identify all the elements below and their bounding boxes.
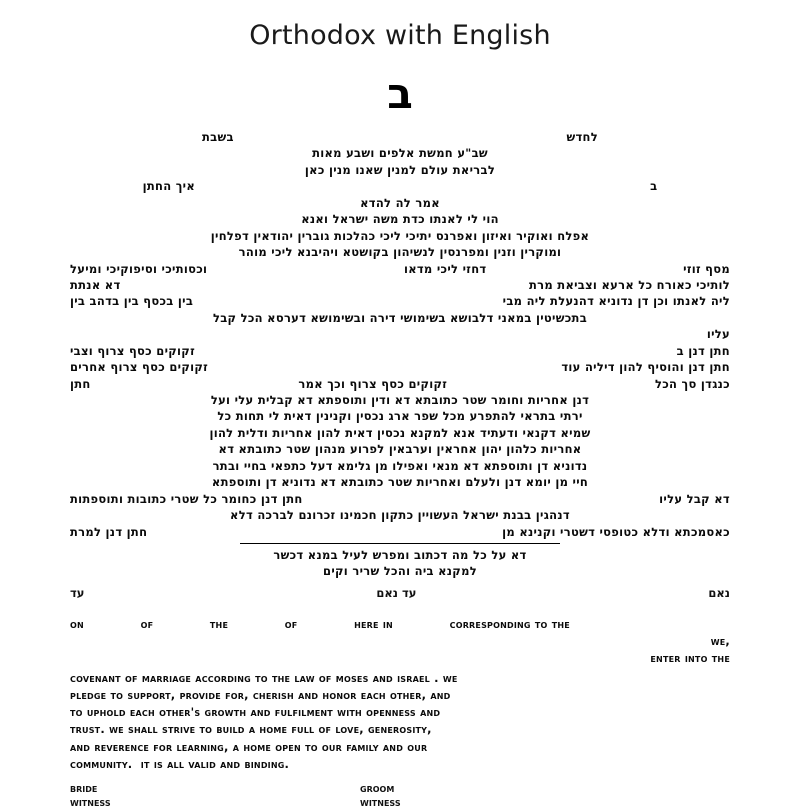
english-blank-row-2 [70, 633, 730, 650]
english-paragraph-line-4: trust. we shall strive to build a home full of love, generosity, [70, 722, 432, 737]
hebrew-line-11 [70, 293, 730, 309]
english-blank-row-3 [70, 650, 730, 667]
hebrew-label-beshabbat: בשבת [202, 130, 234, 144]
hebrew-line-5: אמר לה להדא [360, 195, 440, 210]
hebrew-line-18: ירתי בתראי להתפרע מכל שפר ארג נכסין וקנינין דאית לי תחות כל [217, 409, 583, 424]
hebrew-line-15 [70, 359, 730, 375]
hebrew-line-25: דנהגין בבנת ישראל העשויין כתקון חכמינו זכרונם לברכה דלא [230, 508, 570, 523]
hebrew-line-19: שמיא דקנאי ודעתיד אנא למקנא נכסין דאית להון אחריות ודלית להון [209, 425, 591, 440]
hebrew-line-9 [70, 261, 730, 277]
hebrew-line-27-left: חתן דנן למרת [70, 524, 148, 539]
hebrew-line-16-right: כנגדן סך הכל [654, 376, 730, 391]
hebrew-line-24-left: חתן דנן כחומר כל שטרי כתובות ותוספתות [70, 491, 303, 506]
hebrew-line-4-right: ב [650, 179, 658, 194]
hebrew-initial-letter: ב [387, 69, 413, 118]
hebrew-line-26-right: כאסמכתא ודלא כטופסי דשטרי וקנינא מן [502, 524, 730, 539]
hebrew-line-10-left: דא אנתת [70, 277, 121, 292]
hebrew-line-10-right: לותיכי כאורח כל ארעא וצביאת מרת [528, 277, 730, 292]
hebrew-witness-signature-row [70, 586, 730, 600]
english-blank-of-2: of [284, 616, 298, 631]
signature-divider [240, 543, 560, 544]
hebrew-line-26 [70, 524, 730, 540]
english-paragraph-line-2: pledge to support, provide for, cherish and honor each other, and [70, 687, 451, 702]
english-enter-into-the: enter into the [650, 651, 730, 666]
hebrew-line-10 [70, 277, 730, 293]
english-blank-of-1: of [140, 616, 154, 631]
hebrew-text-body [70, 129, 730, 580]
hebrew-line-16 [70, 376, 730, 392]
hebrew-line-17: דנן אחריות וחומר שטר כתובתא דא ודין ותוספתא דא קבלית עלי ועל [210, 393, 590, 407]
hebrew-line-3: לבריאת עולם למנין שאנו מנין כאן [304, 162, 496, 177]
english-covenant-paragraph [70, 670, 730, 774]
signature-row-bride-groom [70, 781, 730, 795]
hebrew-line-22: חיי מן יומא דנן ולעלם ואחריות שטר כתובתא דא נדוניא דן ותוספתא [211, 475, 589, 490]
hebrew-line-21: נדוניא דן ותוספתא דא מנאי ואפילו מן גלימא דעל כתפאי בחיי ובתר [212, 458, 588, 473]
page-title: Orthodox with English [249, 20, 551, 51]
english-blank-the: the [209, 616, 229, 631]
english-text-body [70, 616, 730, 773]
english-paragraph-line-3: to uphold each other's growth and fulfilment with openness and [70, 705, 441, 720]
english-blank-herein: here in [354, 616, 393, 631]
hebrew-signature-left: עד [70, 585, 85, 600]
hebrew-signature-mid: עד נאם [376, 585, 417, 600]
hebrew-line-4 [143, 178, 658, 194]
hebrew-line-13 [70, 326, 730, 342]
english-paragraph-line-6: community. it is all valid and binding. [70, 756, 290, 771]
signature-row-witnesses [70, 795, 730, 809]
label-witness-left: witness [70, 795, 111, 809]
hebrew-line-16-mid: זקוקים כסף צרוף וכך אמר [298, 376, 448, 391]
hebrew-signature-right: נאם [708, 585, 730, 600]
english-paragraph-line-5: and reverence for learning, a home open to our family and our [70, 739, 428, 754]
hebrew-line-20: אחריות כלהון יהון אחראין וערבאין לפרוע מנהון שטר כתובתא דא [218, 442, 582, 457]
hebrew-line-9-mid: דחזי ליכי מדאו [403, 261, 487, 276]
english-signature-labels [70, 781, 730, 809]
english-paragraph-line-1: covenant of marriage according to the law of moses and israel . we [70, 670, 458, 685]
hebrew-line-9-right: מסף זוזי [683, 261, 730, 276]
hebrew-line-23-right: דא קבל עליו [659, 491, 730, 506]
label-groom: groom [360, 781, 395, 796]
hebrew-line-12: בתכשיטין במאני דלבושא בשימושי דירה ובשימושא דערסא הכל קבל [212, 310, 588, 325]
hebrew-line-2: שב"ע חמשת אלפים ושבע מאות [312, 146, 488, 161]
hebrew-line-16-left: חתן [70, 376, 91, 391]
hebrew-line-23 [70, 491, 730, 507]
hebrew-line-6: הוי לי לאנתו כדת משה ישראל ואנא [301, 212, 499, 227]
hebrew-line-29: למקנא ביה והכל שריר וקים [323, 564, 477, 579]
hebrew-line-14-right: חתן דנן ב [676, 343, 730, 358]
hebrew-label-lachodesh: לחדש [566, 130, 598, 144]
hebrew-line-15-left: זקוקים כסף צרוף אחרים [70, 360, 209, 375]
hebrew-line-date [202, 129, 598, 145]
english-blank-row-1 [70, 616, 730, 633]
label-witness-right: witness [360, 795, 401, 809]
hebrew-line-11-mid: בין בכסף בין בדהב בין [70, 294, 194, 309]
label-bride: bride [70, 781, 98, 796]
english-blank-on: on [70, 616, 84, 631]
english-corresponding-to-the: corresponding to the [449, 616, 570, 631]
hebrew-line-15-right: חתן דנן והוסיף להון דיליה עוד [561, 360, 730, 375]
hebrew-line-9-left: וכסותיכי וסיפוקיכי ומיעל [70, 261, 208, 276]
english-we: we, [710, 634, 730, 649]
hebrew-line-11-right: ליה לאנתו וכן דן נדוניא דהנעלת ליה מבי [502, 294, 730, 309]
hebrew-line-13-right: עליו [706, 327, 730, 342]
hebrew-line-4-left: איך החתן [142, 179, 196, 194]
hebrew-line-28: דא על כל מה דכתוב ומפרש לעיל במנא דכשר [273, 547, 527, 562]
hebrew-line-14 [70, 343, 730, 359]
hebrew-line-14-left: זקוקים כסף צרוף וצבי [70, 343, 195, 358]
hebrew-line-7: אפלח ואוקיר ואיזון ואפרנס יתיכי ליכי כהלכות גוברין יהודאין דפלחין [210, 228, 590, 243]
hebrew-line-8: ומוקרין וזנין ומפרנסין לנשיהון בקושטא ויהיבנא ליכי מוהר [238, 245, 562, 260]
